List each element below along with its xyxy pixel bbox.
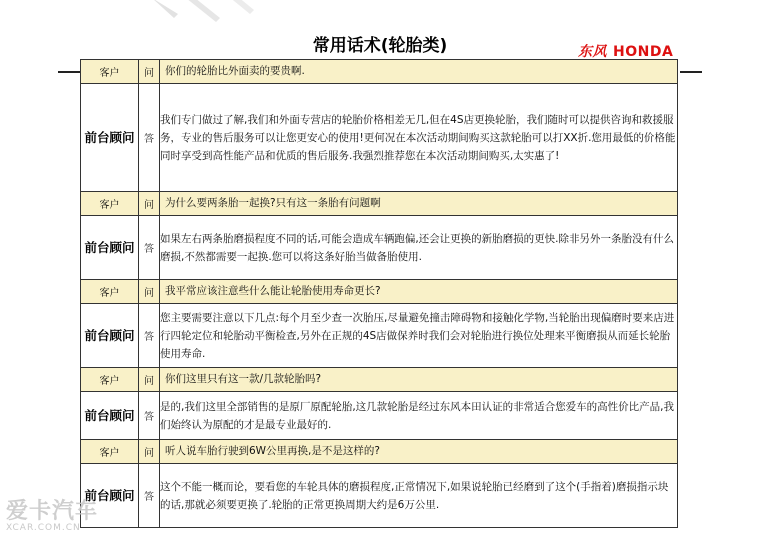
page-title: 常用话术(轮胎类) [312, 36, 448, 56]
question-row [81, 60, 678, 84]
question-text: 为什么要两条胎一起换?只有这一条胎有问题啊 [160, 192, 678, 216]
customer-label: 客户 [81, 60, 139, 84]
staff-label: 前台顾问 [81, 392, 139, 440]
question-row [81, 280, 678, 304]
question-mark: 问 [139, 280, 160, 304]
question-text: 我平常应该注意些什么能让轮胎使用寿命更长? [160, 280, 678, 304]
staff-label: 前台顾问 [81, 84, 139, 192]
question-row [81, 192, 678, 216]
staff-label: 前台顾问 [81, 216, 139, 280]
qa-table [80, 59, 678, 528]
question-text: 你们这里只有这一款/几款轮胎吗? [160, 368, 678, 392]
watermark [6, 494, 98, 533]
honda-logo [578, 41, 673, 61]
answer-row [81, 464, 678, 528]
answer-mark: 答 [139, 216, 160, 280]
answer-mark: 答 [139, 84, 160, 192]
answer-text: 这个不能一概而论，要看您的车轮具体的磨损程度,正常情况下,如果说轮胎已经磨到了这个(手指着)磨损指示块的话,那就必须要更换了.轮胎的正常更换周期大约是6万公里. [160, 464, 678, 528]
question-row [81, 440, 678, 464]
question-text: 听人说车胎行驶到6W公里再换,是不是这样的? [160, 440, 678, 464]
watermark-main: 爱卡汽车 [6, 499, 99, 524]
customer-label: 客户 [81, 280, 139, 304]
answer-row [81, 304, 678, 368]
answer-text: 您主要需要注意以下几点:每个月至少查一次胎压,尽量避免撞击障碍物和接触化学物,当轮胎出现偏磨时要来店进行四轮定位和轮胎动平衡检查,另外在正规的4S店做保养时我们会对轮胎进行换位处理来平衡磨损从而延长轮胎使用寿命. [160, 304, 678, 368]
answer-text: 我们专门做过了解,我们和外面专营店的轮胎价格相差无几,但在4S店更换轮胎，我们随时可以提供咨询和救援服务，专业的售后服务可以让您更安心的使用!更何况在本次活动期间购买这款轮胎可以打XX折.您用最低的价格能同时享受到高性能产品和优质的售后服务.我强烈推荐您在本次活动期间购买,太实惠了! [160, 84, 678, 192]
answer-mark: 答 [139, 304, 160, 368]
answer-row [81, 216, 678, 280]
answer-text: 如果左右两条胎磨损程度不同的话,可能会造成车辆跑偏,还会让更换的新胎磨损的更快.除非另外一条胎没有什么磨损,不然都需要一起换.您可以将这条好胎当做备胎使用. [160, 216, 678, 280]
answer-text: 是的,我们这里全部销售的是原厂原配轮胎,这几款轮胎是经过东风本田认证的非常适合您爱车的高性价比产品,我们始终认为原配的才是最专业最好的. [160, 392, 678, 440]
question-mark: 问 [139, 60, 160, 84]
question-text: 你们的轮胎比外面卖的要贵啊. [160, 60, 678, 84]
customer-label: 客户 [81, 440, 139, 464]
staff-label: 前台顾问 [81, 304, 139, 368]
question-mark: 问 [139, 368, 160, 392]
answer-row [81, 392, 678, 440]
question-mark: 问 [139, 192, 160, 216]
decorative-brush-stroke [150, 0, 270, 32]
watermark-url: XCAR.COM.CN [6, 523, 81, 533]
question-row [81, 368, 678, 392]
brand-chinese: 东风 [578, 44, 607, 60]
question-mark: 问 [139, 440, 160, 464]
answer-row [81, 84, 678, 192]
left-rule-divider [58, 71, 80, 73]
staff-label: 前台顾问 [81, 464, 139, 528]
right-rule-divider [680, 71, 702, 73]
customer-label: 客户 [81, 192, 139, 216]
customer-label: 客户 [81, 368, 139, 392]
brand-name: HONDA [613, 44, 674, 60]
answer-mark: 答 [139, 464, 160, 528]
answer-mark: 答 [139, 392, 160, 440]
